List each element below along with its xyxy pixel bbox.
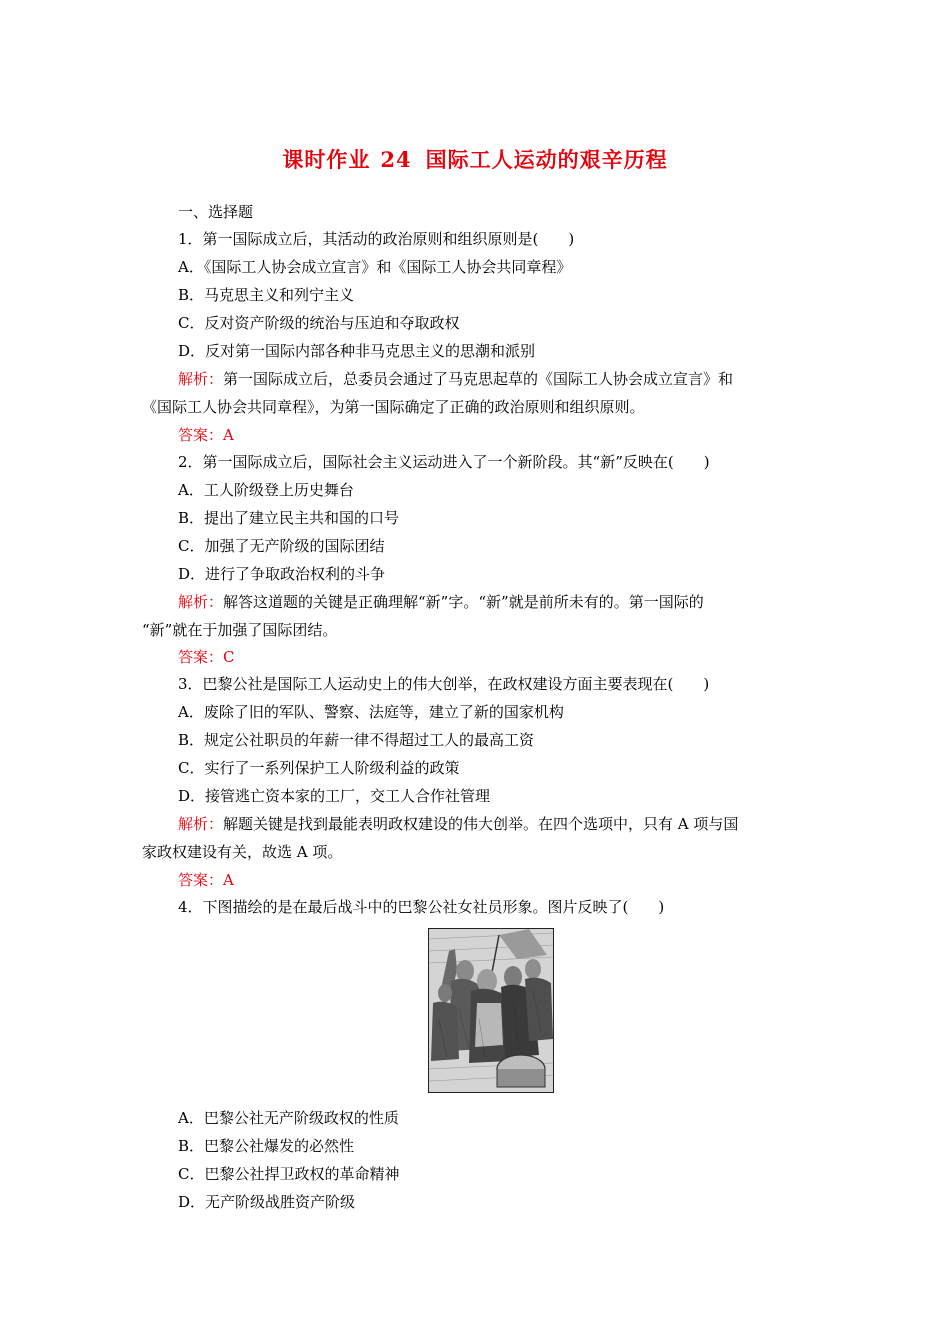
- question-2: 2．第一国际成立后，国际社会主义运动进入了一个新阶段。其“新”反映在( ): [178, 453, 710, 471]
- answer-label: 答案：: [178, 426, 224, 444]
- q4-option-d: D．无产阶级战胜资产阶级: [178, 1193, 356, 1211]
- engraving-image: [429, 929, 553, 1092]
- q1-option-b: B．马克思主义和列宁主义: [178, 286, 355, 304]
- q1-explanation: [178, 369, 733, 389]
- q2-option-b: B．提出了建立民主共和国的口号: [178, 509, 400, 527]
- title-prefix: 课时作业: [282, 147, 371, 172]
- title-name: 国际工人运动的艰辛历程: [425, 147, 668, 172]
- q3-explanation-text-1: 解题关键是找到最能表明政权建设的伟大创举。在四个选项中，只有 A 项与国: [223, 815, 739, 833]
- q2-answer: [178, 647, 235, 667]
- q2-option-a: A．工人阶级登上历史舞台: [178, 481, 354, 499]
- q3-answer-value: A: [223, 871, 234, 889]
- q3-answer: [178, 870, 234, 890]
- title-number: 24: [380, 147, 412, 172]
- question-3: 3．巴黎公社是国际工人运动史上的伟大创举，在政权建设方面主要表现在( ): [178, 675, 710, 693]
- q2-explanation-text-1: 解答这道题的关键是正确理解“新”字。“新”就是前所未有的。第一国际的: [223, 593, 704, 611]
- q2-option-c: C．加强了无产阶级的国际团结: [178, 537, 385, 555]
- explanation-label: 解析：: [178, 370, 224, 388]
- q1-explanation-line-2: 《国际工人协会共同章程》，为第一国际确定了正确的政治原则和组织原则。: [142, 398, 645, 416]
- q1-answer: [178, 425, 234, 445]
- q4-option-b: B．巴黎公社爆发的必然性: [178, 1137, 355, 1155]
- q2-option-d: D．进行了争取政治权利的斗争: [178, 565, 386, 583]
- q3-option-d: D．接管逃亡资本家的工厂，交工人合作社管理: [178, 787, 491, 805]
- q2-answer-value: C: [223, 648, 235, 666]
- paris-commune-women-illustration: [428, 928, 554, 1093]
- q1-option-c: C．反对资产阶级的统治与压迫和夺取政权: [178, 314, 460, 332]
- q1-option-d: D．反对第一国际内部各种非马克思主义的思潮和派别: [178, 342, 536, 360]
- page-title: [0, 144, 950, 174]
- question-4: 4．下图描绘的是在最后战斗中的巴黎公社女社员形象。图片反映了( ): [178, 898, 665, 916]
- q2-explanation: [178, 592, 704, 612]
- explanation-label: 解析：: [178, 815, 224, 833]
- q1-option-a: A．《国际工人协会成立宣言》和《国际工人协会共同章程》: [178, 258, 572, 276]
- q3-explanation: [178, 814, 738, 834]
- q3-explanation-line-2: 家政权建设有关，故选 A 项。: [142, 843, 343, 861]
- q4-option-c: C．巴黎公社捍卫政权的革命精神: [178, 1165, 400, 1183]
- q2-explanation-line-2: “新”就在于加强了国际团结。: [142, 621, 338, 639]
- q3-option-c: C．实行了一系列保护工人阶级利益的政策: [178, 759, 460, 777]
- q1-explanation-text-1: 第一国际成立后，总委员会通过了马克思起草的《国际工人协会成立宣言》和: [223, 370, 734, 388]
- q4-option-a: A．巴黎公社无产阶级政权的性质: [178, 1109, 399, 1127]
- answer-label: 答案：: [178, 871, 224, 889]
- section-heading: 一、选择题: [178, 203, 254, 221]
- q3-option-b: B．规定公社职员的年薪一律不得超过工人的最高工资: [178, 731, 535, 749]
- question-1: 1．第一国际成立后，其活动的政治原则和组织原则是( ): [178, 230, 575, 248]
- q1-answer-value: A: [223, 426, 234, 444]
- answer-label: 答案：: [178, 648, 224, 666]
- q3-option-a: A．废除了旧的军队、警察、法庭等，建立了新的国家机构: [178, 703, 564, 721]
- explanation-label: 解析：: [178, 593, 224, 611]
